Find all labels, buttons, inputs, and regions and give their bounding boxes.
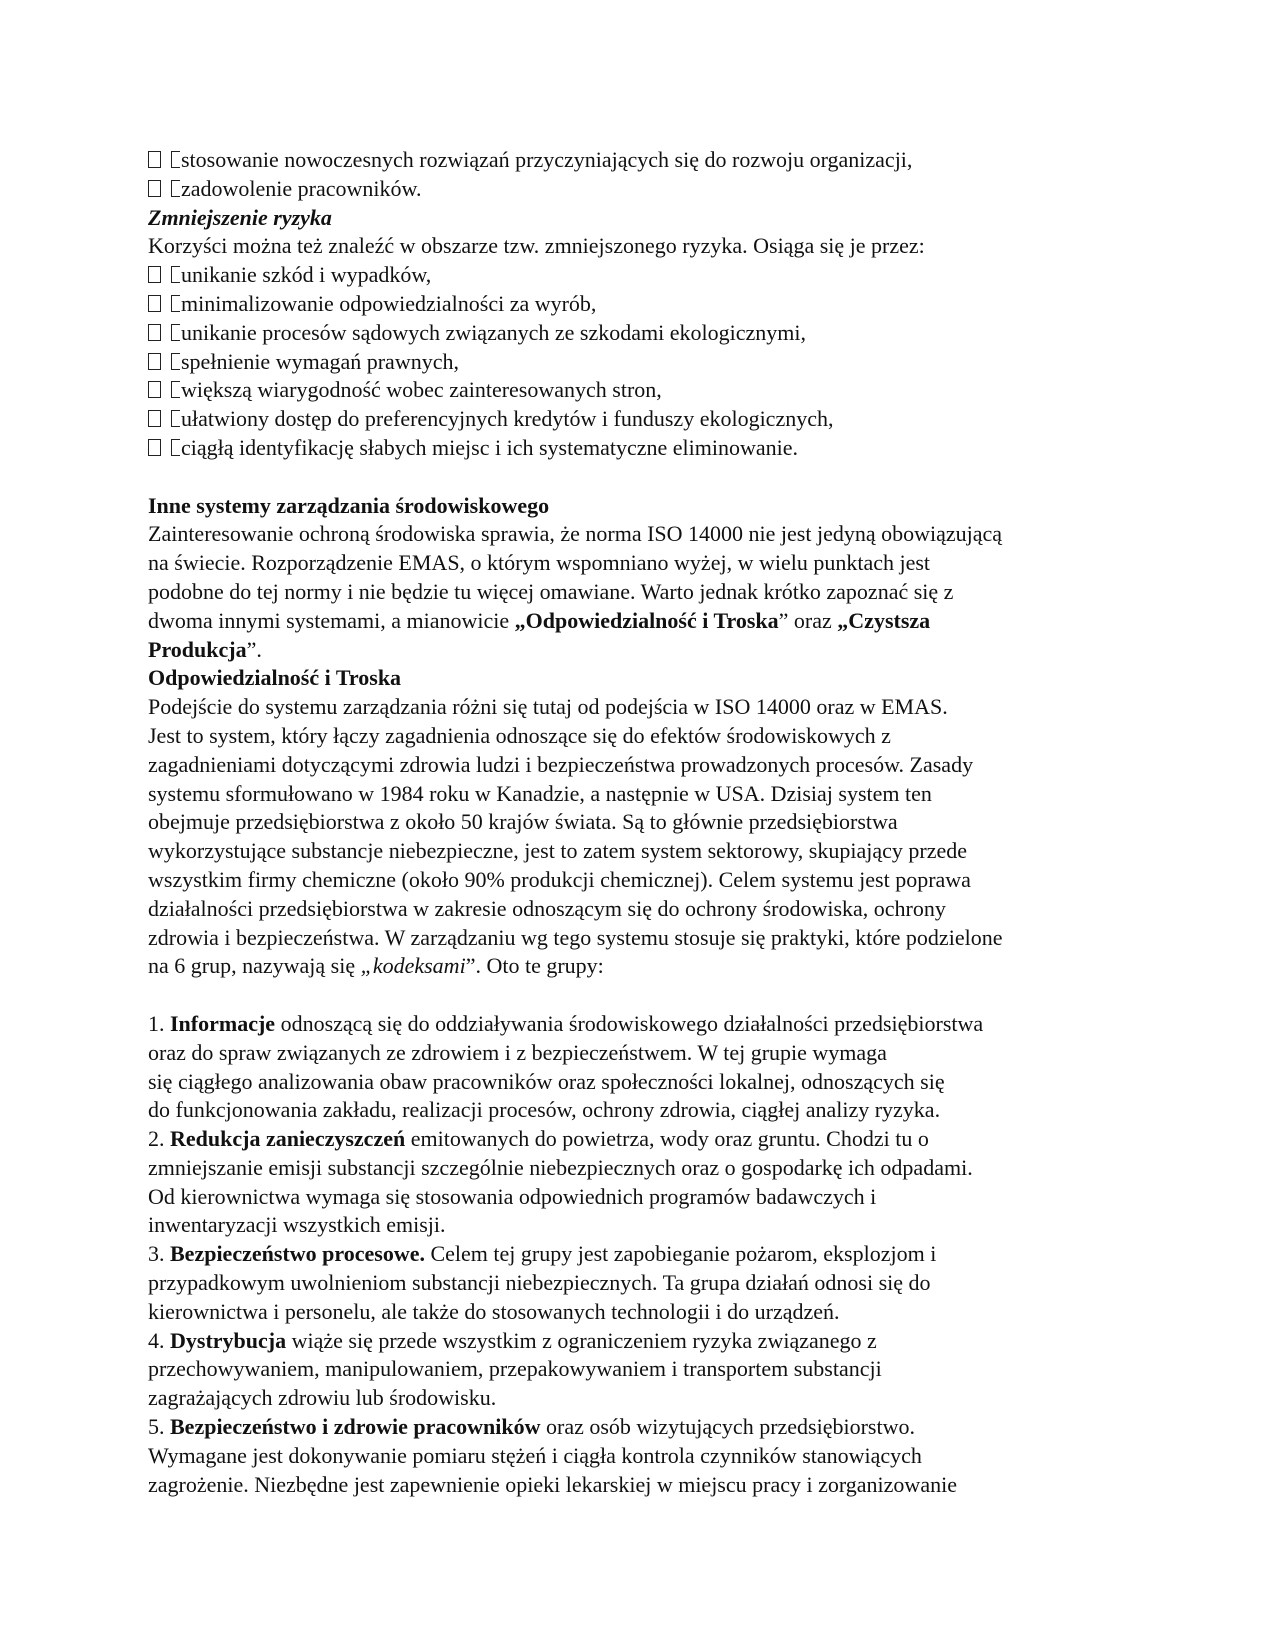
list-item: stosowanie nowoczesnych rozwiązań przyczyniających się do rozwoju organizacji, (148, 146, 1148, 175)
section-heading-care: Odpowiedzialność i Troska (148, 665, 402, 691)
code-item-first-line: 1. Informacje odnoszącą się do oddziaływania środowiskowego działalności przedsiębiorstwa (148, 1010, 984, 1036)
bullet-box-icon (148, 439, 161, 456)
blank-line (148, 463, 1148, 492)
paragraph-line: zagadnieniami dotyczącymi zdrowia ludzi i bezpieczeństwa prowadzonych procesów. Zasady (148, 751, 974, 777)
paragraph-line: Podejście do systemu zarządzania różni się tutaj od podejścia w ISO 14000 oraz w EMAS. (148, 694, 948, 720)
list-item: spełnienie wymagań prawnych, (148, 348, 1148, 377)
paragraph-line: obejmuje przedsiębiorstwa z około 50 krajów świata. Są to głównie przedsiębiorstwa (148, 809, 898, 835)
code-item-line: przechowywaniem, manipulowaniem, przepakowywaniem i transportem substancji (148, 1356, 882, 1382)
bullet-box-icon (148, 353, 161, 370)
bullet-box-icon (171, 381, 180, 398)
code-item-line: Od kierownictwa wymaga się stosowania odpowiednich programów badawczych i (148, 1183, 877, 1209)
code-item-first-line: 5. Bezpieczeństwo i zdrowie pracowników oraz osób wizytujących przedsiębiorstwo. (148, 1414, 915, 1440)
list-item: unikanie procesów sądowych związanych ze szkodami ekologicznymi, (148, 319, 1148, 348)
bullet-box-icon (171, 295, 180, 312)
code-item-line: przypadkowym uwolnieniom substancji niebezpiecznych. Ta grupa działań odnosi się do (148, 1270, 931, 1296)
code-item-line: kierownictwa i personelu, ale także do stosowanych technologii i do urządzeń. (148, 1298, 840, 1324)
paragraph-line: dwoma innymi systemami, a mianowicie „Odpowiedzialność i Troska” oraz „Czystsza (148, 607, 931, 633)
bullet-box-icon (148, 324, 161, 341)
bullet-box-icon (171, 324, 180, 341)
bullet-box-icon (148, 295, 161, 312)
blank-line (148, 981, 1148, 1010)
code-item-line: zmniejszanie emisji substancji szczególnie niebezpiecznych oraz o gospodarkę ich odpadami. (148, 1154, 973, 1180)
paragraph-line: działalności przedsiębiorstwa w zakresie odnoszącym się do ochrony środowiska, ochrony (148, 895, 946, 921)
bullet-box-icon (171, 410, 180, 427)
code-item-line: zagrożenie. Niezbędne jest zapewnienie opieki lekarskiej w miejscu pracy i zorganizowanie (148, 1471, 957, 1497)
code-item-line: Wymagane jest dokonywanie pomiaru stężeń i ciągła kontrola czynników stanowiących (148, 1442, 922, 1468)
paragraph-line: Produkcja”. (148, 636, 262, 662)
document-page (148, 146, 1148, 1499)
paragraph-line: Zainteresowanie ochroną środowiska sprawia, że norma ISO 14000 nie jest jedyną obowiązującą (148, 521, 1003, 547)
code-item-line: do funkcjonowania zakładu, realizacji procesów, ochrony zdrowia, ciągłej analizy ryzyka. (148, 1097, 941, 1123)
code-item-line: się ciągłego analizowania obaw pracowników oraz społeczności lokalnej, odnoszących się (148, 1068, 945, 1094)
paragraph-line: podobne do tej normy i nie będzie tu więcej omawiane. Warto jednak krótko zapoznać się z (148, 578, 954, 604)
paragraph-line: na świecie. Rozporządzenie EMAS, o którym wspomniano wyżej, w wielu punktach jest (148, 550, 931, 576)
paragraph-line: wykorzystujące substancje niebezpieczne, jest to zatem system sektorowy, skupiający przede (148, 838, 967, 864)
code-item-line: oraz do spraw związanych ze zdrowiem i z bezpieczeństwem. W tej grupie wymaga (148, 1039, 887, 1065)
bullet-box-icon (148, 266, 161, 283)
list-item: zadowolenie pracowników. (148, 175, 1148, 204)
paragraph-line: systemu sformułowano w 1984 roku w Kanadzie, a następnie w USA. Dzisiaj system ten (148, 780, 932, 806)
bullet-box-icon (148, 410, 161, 427)
bullet-box-icon (171, 266, 180, 283)
list-item: ciągłą identyfikację słabych miejsc i ich systematyczne eliminowanie. (148, 434, 1148, 463)
code-item-line: zagrażających zdrowiu lub środowisku. (148, 1385, 497, 1411)
list-item: ułatwiony dostęp do preferencyjnych kredytów i funduszy ekologicznych, (148, 405, 1148, 434)
paragraph-text: Korzyści można też znaleźć w obszarze tzw. zmniejszonego ryzyka. Osiąga się je przez: (148, 233, 925, 259)
paragraph-line: na 6 grup, nazywają się „kodeksami”. Oto te grupy: (148, 953, 604, 979)
bullet-box-icon (148, 180, 161, 197)
code-item-first-line: 3. Bezpieczeństwo procesowe. Celem tej grupy jest zapobieganie pożarom, eksplozjom i (148, 1241, 937, 1267)
list-item: minimalizowanie odpowiedzialności za wyrób, (148, 290, 1148, 319)
code-item-first-line: 4. Dystrybucja wiąże się przede wszystkim z ograniczeniem ryzyka związanego z (148, 1327, 877, 1353)
bullet-box-icon (171, 180, 180, 197)
bullet-box-icon (148, 381, 161, 398)
section-heading-risk: Zmniejszenie ryzyka (148, 204, 332, 230)
bullet-box-icon (171, 353, 180, 370)
list-item: większą wiarygodność wobec zainteresowanych stron, (148, 376, 1148, 405)
code-item-first-line: 2. Redukcja zanieczyszczeń emitowanych do powietrza, wody oraz gruntu. Chodzi tu o (148, 1126, 929, 1152)
code-item-line: inwentaryzacji wszystkich emisji. (148, 1212, 446, 1238)
list-item: unikanie szkód i wypadków, (148, 261, 1148, 290)
section-heading-other-systems: Inne systemy zarządzania środowiskowego (148, 492, 550, 518)
paragraph-line: zdrowia i bezpieczeństwa. W zarządzaniu wg tego systemu stosuje się praktyki, które podzielone (148, 924, 1003, 950)
bullet-box-icon (148, 151, 161, 168)
bullet-box-icon (171, 439, 180, 456)
paragraph-line: wszystkim firmy chemiczne (około 90% produkcji chemicznej). Celem systemu jest poprawa (148, 866, 971, 892)
paragraph-line: Jest to system, który łączy zagadnienia odnoszące się do efektów środowiskowych z (148, 722, 891, 748)
bullet-box-icon (171, 151, 180, 168)
